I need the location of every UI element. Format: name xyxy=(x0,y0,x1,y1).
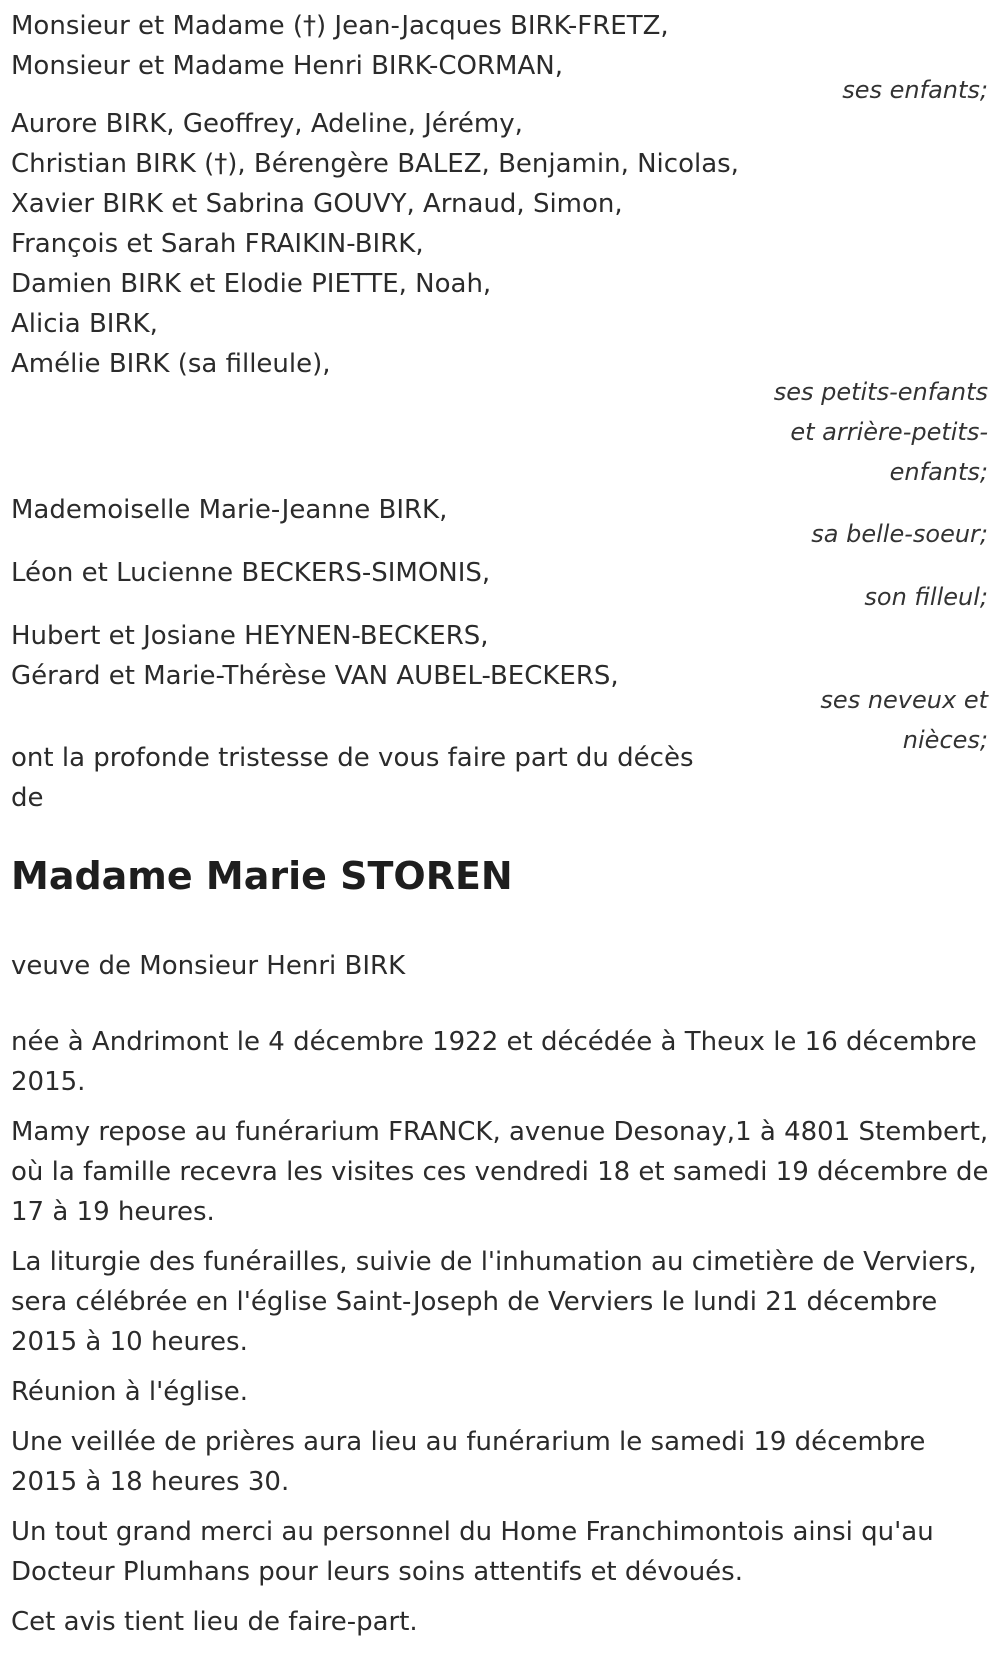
godson-group xyxy=(0,553,1000,611)
thanks-paragraph: Un tout grand merci au personnel du Home Franchimontois ainsi qu'au Docteur Plumhans pour leurs soins attentifs et dévoués. xyxy=(11,1517,934,1587)
funeral-paragraph: La liturgie des funérailles, suivie de l'inhumation au cimetière de Verviers, sera célébrée en l'église Saint-Joseph de Verviers le lundi 21 décembre 2015 à 10 heures. xyxy=(11,1247,977,1357)
visitation-paragraph: Mamy repose au funérarium FRANCK, avenue Desonay,1 à 4801 Stembert, où la famille recevra les visites ces vendredi 18 et samedi 19 décembre de 17 à 19 heures. xyxy=(11,1117,989,1227)
nephews-group xyxy=(0,616,1000,754)
name-line: Christian BIRK (†), Bérengère BALEZ, Benjamin, Nicolas, xyxy=(11,149,739,179)
grandchildren-names xyxy=(0,104,751,384)
name-line: Amélie BIRK (sa filleule), xyxy=(11,349,331,379)
sister-in-law-names xyxy=(0,490,751,530)
widow-of: veuve de Monsieur Henri BIRK xyxy=(11,951,406,981)
children-group xyxy=(0,6,1000,104)
name-line: Aurore BIRK, Geoffrey, Adeline, Jérémy, xyxy=(11,109,523,139)
notice-body xyxy=(11,1022,991,1652)
nephews-role: ses neveux et nièces; xyxy=(820,686,988,754)
birth-death-paragraph: née à Andrimont le 4 décembre 1922 et décédée à Theux le 16 décembre 2015. xyxy=(11,1027,977,1097)
vigil-paragraph: Une veillée de prières aura lieu au funérarium le samedi 19 décembre 2015 à 18 heures 30. xyxy=(11,1427,926,1497)
sister-in-law-group xyxy=(0,490,1000,548)
name-line: Alicia BIRK, xyxy=(11,309,158,339)
sister-in-law-role: sa belle-soeur; xyxy=(811,520,988,548)
children-names xyxy=(0,6,751,86)
name-line: Xavier BIRK et Sabrina GOUVY, Arnaud, Simon, xyxy=(11,189,623,219)
children-role: ses enfants; xyxy=(842,76,988,104)
name-line: Monsieur et Madame (†) Jean-Jacques BIRK-FRETZ, xyxy=(11,11,669,41)
grandchildren-group xyxy=(0,104,1000,486)
closing-paragraph: Cet avis tient lieu de faire-part. xyxy=(11,1607,418,1637)
nephews-names xyxy=(0,616,751,696)
name-line: Gérard et Marie-Thérèse VAN AUBEL-BECKERS, xyxy=(11,661,619,691)
name-line: Damien BIRK et Elodie PIETTE, Noah, xyxy=(11,269,492,299)
grandchildren-role: ses petits-enfants et arrière-petits-enfants; xyxy=(773,378,988,486)
deceased-name: Madame Marie STOREN xyxy=(11,854,513,898)
name-line: Hubert et Josiane HEYNEN-BECKERS, xyxy=(11,621,489,651)
name-line: Mademoiselle Marie-Jeanne BIRK, xyxy=(11,495,448,525)
meeting-paragraph: Réunion à l'église. xyxy=(11,1377,249,1407)
godson-role: son filleul; xyxy=(864,583,988,611)
name-line: Léon et Lucienne BECKERS-SIMONIS, xyxy=(11,558,491,588)
godson-names xyxy=(0,553,751,593)
name-line: François et Sarah FRAIKIN-BIRK, xyxy=(11,229,424,259)
announcement-intro: ont la profonde tristesse de vous faire part du décès de xyxy=(11,743,694,813)
name-line: Monsieur et Madame Henri BIRK-CORMAN, xyxy=(11,51,563,81)
